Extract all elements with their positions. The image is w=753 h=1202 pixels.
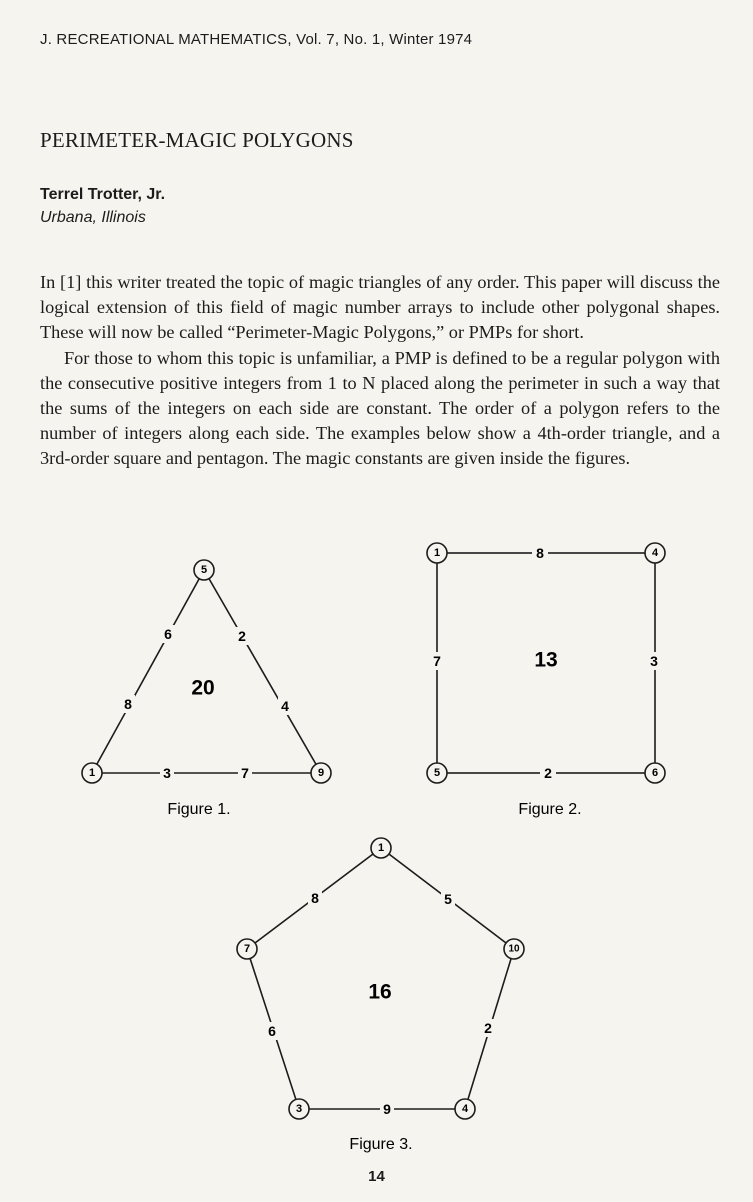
figure-3: [237, 838, 524, 1153]
vertex-node: [237, 939, 257, 959]
svg-text:1: 1: [88, 767, 96, 779]
svg-text:5: 5: [200, 564, 208, 576]
edge-label: 8: [536, 545, 544, 561]
figure-caption: Figure 3.: [349, 1136, 413, 1153]
paragraph-1: In [1] this writer treated the topic of magic triangles of any order. This paper will discuss the logical extension of this field of magic number arrays to include other polygonal shapes. These will now be called “Perimeter-Magic Polygons,” or PMPs for short.: [40, 272, 720, 343]
edge-label: 6: [164, 626, 172, 642]
author-name: Terrel Trotter, Jr.: [40, 186, 166, 203]
vertex-node: [504, 939, 524, 959]
svg-text:1: 1: [377, 842, 385, 854]
edge-label: 8: [311, 890, 319, 906]
vertex-node: [645, 763, 665, 783]
edge-label: 2: [544, 765, 552, 781]
page-number: 14: [368, 1168, 385, 1185]
vertex-node: [194, 560, 214, 580]
vertex-node: [371, 838, 391, 858]
edge-label: 2: [238, 628, 246, 644]
figure-2: [427, 543, 665, 818]
magic-constant: 16: [368, 980, 392, 1004]
vertex-node: [645, 543, 665, 563]
vertex-node: [82, 763, 102, 783]
svg-text:6: 6: [651, 767, 659, 779]
figure-caption: Figure 1.: [167, 801, 231, 818]
article-title: PERIMETER-MAGIC POLYGONS: [40, 128, 354, 152]
svg-text:9: 9: [317, 767, 325, 779]
edge-label: 7: [241, 765, 249, 781]
vertex-node: [427, 543, 447, 563]
magic-constant: 20: [191, 676, 215, 700]
pentagon-outline: [247, 848, 514, 1109]
vertex-node: [455, 1099, 475, 1119]
svg-text:4: 4: [461, 1103, 469, 1115]
edge-label: 5: [444, 891, 452, 907]
edge-label: 2: [484, 1020, 492, 1036]
edge-label: 6: [268, 1023, 276, 1039]
svg-text:7: 7: [243, 943, 251, 955]
edge-label: 3: [163, 765, 171, 781]
edge-label: 4: [281, 698, 289, 714]
vertex-node: [311, 763, 331, 783]
paragraph-2: For those to whom this topic is unfamiliar, a PMP is defined to be a regular polygon with the consecutive positive integers from 1 to N placed along the perimeter in such a way that the sums of the integers on each side are constant. The order of a polygon refers to the number of integers along each side. The examples below show a 4th-order triangle, and a 3rd-order square and pentagon. The magic constants are given inside the figures.: [40, 347, 720, 469]
vertex-node: [427, 763, 447, 783]
svg-text:1: 1: [433, 547, 441, 559]
figure-1: [82, 560, 331, 818]
edge: [92, 570, 204, 773]
edge-label: 3: [650, 653, 658, 669]
running-head: J. RECREATIONAL MATHEMATICS, Vol. 7, No. 1, Winter 1974: [40, 31, 473, 48]
vertex-node: [289, 1099, 309, 1119]
edge-label: 7: [433, 653, 441, 669]
author-affiliation: Urbana, Illinois: [40, 209, 146, 226]
edge-label: 9: [383, 1101, 391, 1117]
edge: [204, 570, 321, 773]
edge-label: 8: [124, 696, 132, 712]
svg-text:3: 3: [295, 1103, 303, 1115]
svg-text:4: 4: [651, 547, 659, 559]
svg-text:5: 5: [433, 767, 441, 779]
figure-caption: Figure 2.: [518, 801, 582, 818]
svg-text:10: 10: [508, 943, 520, 955]
magic-constant: 13: [534, 648, 558, 672]
